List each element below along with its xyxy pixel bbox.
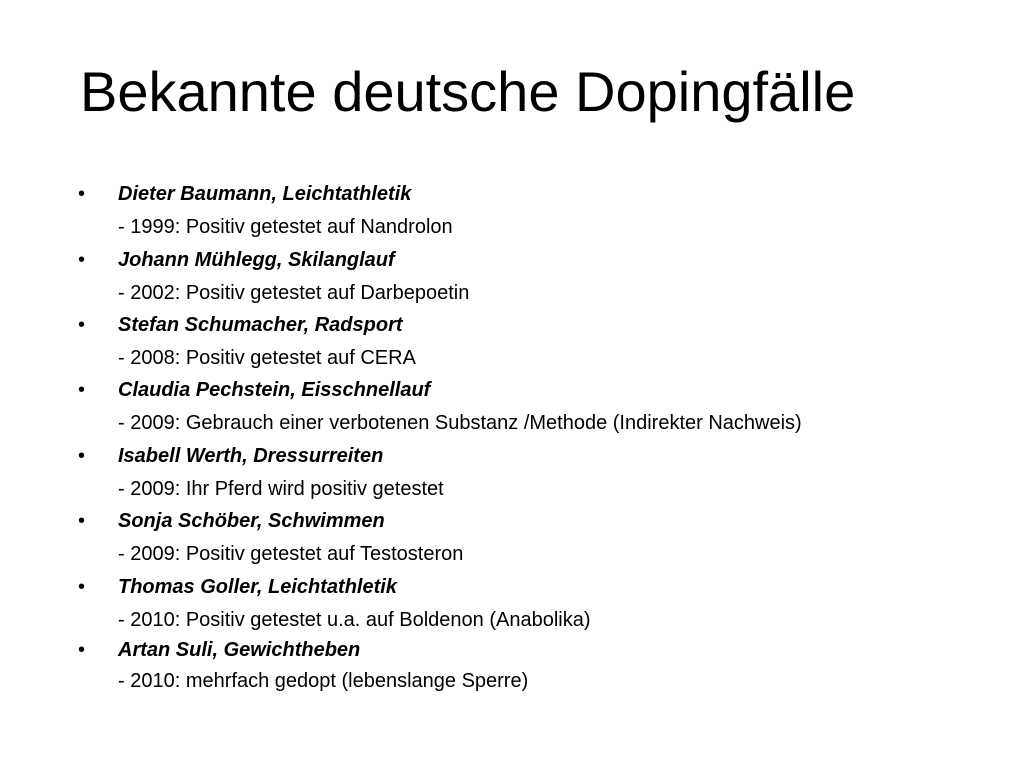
athlete-name: Stefan Schumacher, Radsport <box>118 314 403 336</box>
bullet-icon: • <box>78 249 86 271</box>
case-detail: - 2010: Positiv getestet u.a. auf Boldenon (Anabolika) <box>118 609 591 631</box>
case-detail: - 2002: Positiv getestet auf Darbepoetin <box>118 282 470 304</box>
slide-title: Bekannte deutsche Dopingfälle <box>80 60 856 123</box>
case-detail: - 2009: Gebrauch einer verbotenen Substanz /Methode (Indirekter Nachweis) <box>118 412 802 434</box>
bullet-icon: • <box>78 576 86 598</box>
athlete-name: Thomas Goller, Leichtathletik <box>118 576 397 598</box>
bullet-icon: • <box>78 379 86 401</box>
athlete-name: Artan Suli, Gewichtheben <box>118 639 361 661</box>
case-detail: - 2009: Positiv getestet auf Testosteron <box>118 543 464 565</box>
athlete-name: Isabell Werth, Dressurreiten <box>118 445 384 467</box>
case-detail: - 2009: Ihr Pferd wird positiv getestet <box>118 478 444 500</box>
case-detail: - 2008: Positiv getestet auf CERA <box>118 347 416 369</box>
case-detail: - 2010: mehrfach gedopt (lebenslange Sperre) <box>118 670 529 692</box>
bullet-icon: • <box>78 639 86 661</box>
athlete-name: Claudia Pechstein, Eisschnellauf <box>118 379 431 401</box>
bullet-icon: • <box>78 183 86 205</box>
athlete-name: Dieter Baumann, Leichtathletik <box>118 183 412 205</box>
bullet-icon: • <box>78 445 86 467</box>
case-detail: - 1999: Positiv getestet auf Nandrolon <box>118 216 453 238</box>
athlete-name: Johann Mühlegg, Skilanglauf <box>118 249 395 271</box>
athlete-name: Sonja Schöber, Schwimmen <box>118 510 385 532</box>
bullet-icon: • <box>78 510 86 532</box>
bullet-icon: • <box>78 314 86 336</box>
